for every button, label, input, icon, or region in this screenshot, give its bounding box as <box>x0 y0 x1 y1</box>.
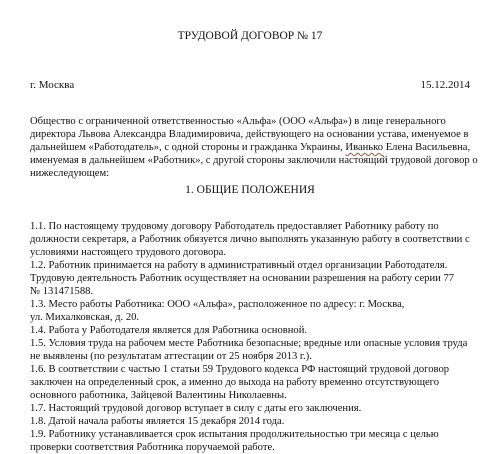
clause-line: не выявлены (по результатам аттестации от 25 ноября 2013 г.). <box>30 351 312 362</box>
clause-line: 1.4. Работа у Работодателя является для Работника основной. <box>30 325 308 336</box>
preamble-line: именуемая в дальнейшем «Работник», с другой стороны заключили настоящий трудовой договор о <box>30 155 478 166</box>
preamble-line: Общество с ограниченной ответственностью «Альфа» (ООО «Альфа») в лице генерального <box>30 116 446 127</box>
clause-line: Трудовую деятельность Работник осуществляет на основании разрешения на работу серии 77 <box>30 273 455 284</box>
clauses <box>30 220 478 454</box>
clause-line: должности секретаря, а Работник обязуется лично выполнять указанную работу в соответствии с <box>30 234 470 245</box>
clause-line: 1.3. Место работы Работника: ООО «Альфа», расположенное по адресу: г. Москва, <box>30 299 405 310</box>
document-title: ТРУДОВОЙ ДОГОВОР № 17 <box>177 30 323 42</box>
clause-line: 1.7. Настоящий трудовой договор вступает в силу с даты его заключения. <box>30 403 362 414</box>
clause-line: 1.8. Датой начала работы является 15 декабря 2014 года. <box>30 416 285 427</box>
preamble-line: дальнейшем «Работодатель», с одной стороны и гражданка Украины, Иванько Елена Васильевна, <box>30 142 471 153</box>
clause-line: 1.1. По настоящему трудовому договору Работодатель предоставляет Работнику работу по <box>30 221 439 232</box>
clause-line: условиями настоящего трудового договора. <box>30 247 226 258</box>
clause-line: 1.2. Работник принимается на работу в административный отдел организации Работодателя. <box>30 260 448 271</box>
clause-line: ул. Михалковская, д. 20. <box>30 312 140 323</box>
clause-line: заключен на определенный срок, а именно до выхода на работу временно отсутствующего <box>30 377 440 388</box>
city: г. Москва <box>30 79 75 91</box>
preamble <box>30 115 478 180</box>
clause-line: основного работника, Зайцевой Валентины Николаевны. <box>30 390 287 401</box>
clause-line: проверки соответствия Работника поручаемой работе. <box>30 442 275 453</box>
preamble-line: нижеследующем: <box>30 168 110 179</box>
spellcheck-flagged-word: Иванько <box>345 142 384 153</box>
contract-date: 15.12.2014 <box>420 79 470 91</box>
preamble-line: директора Львова Александра Владимировича, действующего на основании устава, именуемое в <box>30 129 469 140</box>
clause-line: 1.6. В соответствии с частью 1 статьи 59 Трудового кодекса РФ настоящий трудовой договор <box>30 364 450 375</box>
clause-line: № 131471588. <box>30 286 94 297</box>
clause-line: 1.9. Работнику устанавливается срок испытания продолжительностью три месяца с целью <box>30 429 439 440</box>
clause-line: 1.5. Условия труда на рабочем месте Работника безопасные; вредные или опасные условия труда <box>30 338 468 349</box>
section-title: 1. ОБЩИЕ ПОЛОЖЕНИЯ <box>185 184 315 196</box>
